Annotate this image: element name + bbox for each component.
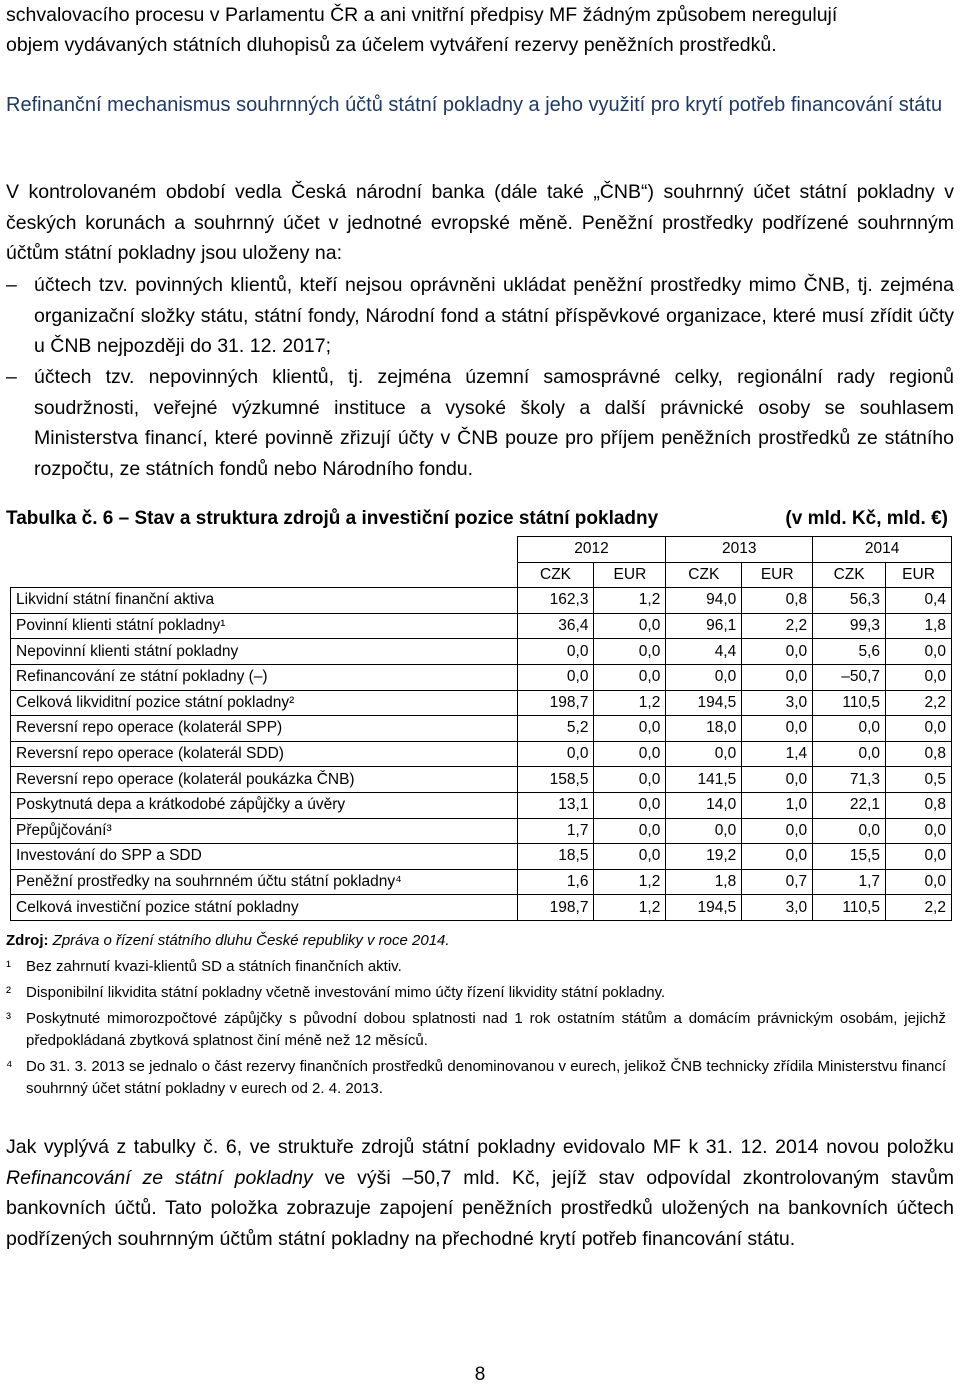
table-cell: 5,6 <box>813 639 886 665</box>
table-year-header: 2012 <box>517 537 666 563</box>
source-note <box>6 930 450 952</box>
table-cell: 0,0 <box>594 716 666 742</box>
footnote-mark: ¹ <box>6 958 11 975</box>
table-cell: 0,7 <box>742 869 813 895</box>
table-row <box>11 767 952 793</box>
table-cell: 0,0 <box>742 818 813 844</box>
table-cell: 0,0 <box>666 818 742 844</box>
table-cell: 110,5 <box>813 895 886 921</box>
table-title-number: 6 <box>102 508 114 529</box>
table-row <box>11 895 952 921</box>
table-cell: 1,7 <box>517 818 594 844</box>
table-cell: 94,0 <box>666 588 742 614</box>
table-cell: 162,3 <box>517 588 594 614</box>
footnote-text: Poskytnuté mimorozpočtové zápůjčky s původní dobou splatnosti nad 1 rok ostatním státům a domácím právnickým osobám, jejichž předpokládaná zbytková splatnost činí méně než 12 měsíců. <box>26 1010 946 1049</box>
source-text: Zpráva o řízení státního dluhu České republiky v roce 2014. <box>52 932 450 949</box>
footnote-text: Do 31. 3. 2013 se jednalo o část rezervy finančních prostředků denominovanou v eurech, jelikož ČNB technicky zřídila Ministerstvu financí souhrnný účet státní pokladny v eurech od 2. 4. 2013. <box>26 1058 946 1097</box>
table-cell: 0,0 <box>666 664 742 690</box>
table-cell: 0,4 <box>886 588 952 614</box>
page-number: 8 <box>474 1364 486 1385</box>
table-cell: 2,2 <box>886 690 952 716</box>
paragraph-conclusion <box>6 1132 954 1254</box>
table-unit: (v mld. Kč, mld. €) <box>785 508 948 529</box>
table-cell: 99,3 <box>813 613 886 639</box>
table-cell: 3,0 <box>742 690 813 716</box>
table-title-prefix: Tabulka č. <box>6 508 98 529</box>
footnote-mark: ² <box>6 984 11 1001</box>
table-cell: 110,5 <box>813 690 886 716</box>
table-title <box>6 505 954 533</box>
table-corner <box>11 562 518 588</box>
table-cell: 0,0 <box>886 664 952 690</box>
table-cell: 0,0 <box>742 767 813 793</box>
table-cell: 0,8 <box>886 741 952 767</box>
table-cell: 0,8 <box>886 792 952 818</box>
table-row <box>11 844 952 870</box>
footnote-mark: ³ <box>6 1010 11 1027</box>
source-label: Zdroj: <box>6 932 49 949</box>
table-row-label: Reversní repo operace (kolaterál poukázka ČNB) <box>11 767 518 793</box>
table-row-label: Likvidní státní finanční aktiva <box>11 588 518 614</box>
table-cell: 0,0 <box>742 639 813 665</box>
footnote-mark: ⁴ <box>6 1058 13 1075</box>
table-row <box>11 664 952 690</box>
table-cell: 198,7 <box>517 895 594 921</box>
paragraph-conclusion-start: Jak vyplývá z tabulky č. 6, ve struktuře zdrojů státní pokladny evidovalo MF k 31. 12. 2014 novou položku <box>6 1136 954 1158</box>
table-cell: 0,0 <box>594 639 666 665</box>
dash-bullet: – <box>6 366 17 388</box>
table-cell: 15,5 <box>813 844 886 870</box>
table-cell: 0,0 <box>886 639 952 665</box>
table-currency-header: CZK <box>517 562 594 588</box>
table-cell: 0,0 <box>666 741 742 767</box>
section-heading: Refinanční mechanismus souhrnných účtů státní pokladny a jeho využití pro krytí potřeb financování státu <box>6 94 943 116</box>
table-row <box>11 716 952 742</box>
paragraph-intro: V kontrolovaném období vedla Česká národní banka (dále také „ČNB“) souhrnný účet státní pokladny v českých korunách a souhrnný účet v jednotné evropské měně. Peněžní prostředky podřízené souhrnným účtům státní pokladny jsou uloženy na: <box>6 181 954 264</box>
table-cell: 158,5 <box>517 767 594 793</box>
table-cell: 0,0 <box>594 818 666 844</box>
table-cell: 0,0 <box>886 844 952 870</box>
table-currency-header: EUR <box>594 562 666 588</box>
table-cell: 18,5 <box>517 844 594 870</box>
table-row-label: Investování do SPP a SDD <box>11 844 518 870</box>
table-cell: 2,2 <box>886 895 952 921</box>
table-cell: 0,8 <box>742 588 813 614</box>
table-cell: 0,0 <box>813 716 886 742</box>
table-cell: 0,0 <box>886 869 952 895</box>
table-cell: 1,0 <box>742 792 813 818</box>
table-row <box>11 818 952 844</box>
table-row-label: Peněžní prostředky na souhrnném účtu státní pokladny⁴ <box>11 869 518 895</box>
table-cell: 36,4 <box>517 613 594 639</box>
table-row-label: Přepůjčování³ <box>11 818 518 844</box>
table-cell: 2,2 <box>742 613 813 639</box>
table-corner <box>11 537 518 563</box>
table-header-currencies <box>11 562 952 588</box>
table-cell: 1,2 <box>594 588 666 614</box>
table-cell: 0,0 <box>886 818 952 844</box>
paragraph-conclusion-end: ve výši –50,7 mld. Kč, jejíž stav odpovídal zkontrolovaným stavům bankovních účtů. Tato položka zobrazuje zapojení peněžních prostředků uložených na bankovních účtech podřízených souhrnným účtům státní pokladny na přechodné krytí potřeb financování státu. <box>6 1166 954 1250</box>
table-currency-header: CZK <box>813 562 886 588</box>
dash-bullet: – <box>6 274 17 296</box>
table-cell: 0,0 <box>594 741 666 767</box>
table-title-text: – Stav a struktura zdrojů a investiční pozice státní pokladny <box>118 508 659 529</box>
table-row <box>11 741 952 767</box>
table-row <box>11 588 952 614</box>
table-cell: 4,4 <box>666 639 742 665</box>
table-row <box>11 639 952 665</box>
dash-item-text: účtech tzv. povinných klientů, kteří nejsou oprávněni ukládat peněžní prostředky mimo ČNB, tj. zejména organizační složky státu, státní fondy, Národní fond a státní příspěvkové organizace, které musí zřídit účty u ČNB nejpozději do 31. 12. 2017; <box>34 274 954 357</box>
table-cell: 198,7 <box>517 690 594 716</box>
paragraph-conclusion-term: Refinancování ze státní pokladny <box>6 1166 313 1189</box>
table-row-label: Celková investiční pozice státní pokladny <box>11 895 518 921</box>
table-cell: 0,0 <box>742 844 813 870</box>
table-cell: 96,1 <box>666 613 742 639</box>
table-currency-header: EUR <box>886 562 952 588</box>
table-cell: 0,0 <box>517 664 594 690</box>
table-row-label: Nepovinní klienti státní pokladny <box>11 639 518 665</box>
table-cell: 19,2 <box>666 844 742 870</box>
table-cell: 13,1 <box>517 792 594 818</box>
table-row <box>11 613 952 639</box>
table-cell: 0,0 <box>813 741 886 767</box>
table-cell: 0,0 <box>813 818 886 844</box>
table-cell: 22,1 <box>813 792 886 818</box>
table-row-label: Reversní repo operace (kolaterál SPP) <box>11 716 518 742</box>
table-row <box>11 869 952 895</box>
table-year-header: 2013 <box>666 537 813 563</box>
table-cell: 0,0 <box>517 741 594 767</box>
table-cell: 1,2 <box>594 895 666 921</box>
table-cell: 0,0 <box>594 792 666 818</box>
table-cell: 1,2 <box>594 690 666 716</box>
table-cell: 1,7 <box>813 869 886 895</box>
data-table <box>10 536 952 921</box>
table-cell: 1,8 <box>886 613 952 639</box>
table-cell: 1,4 <box>742 741 813 767</box>
table-cell: 0,0 <box>517 639 594 665</box>
intro-line-2: objem vydávaných státních dluhopisů za účelem vytváření rezervy peněžních prostředků. <box>6 34 777 56</box>
table-cell: 0,5 <box>886 767 952 793</box>
table-year-header: 2014 <box>813 537 952 563</box>
dash-item-text: účtech tzv. nepovinných klientů, tj. zejména územní samosprávné celky, regionální rady regionů soudržnosti, veřejné výzkumné instituce a vysoké školy a další právnické osoby se souhlasem Ministerstva financí, které povinně zřizují účty v ČNB pouze pro příjem peněžních prostředků ze státního rozpočtu, ze státních fondů nebo Národního fondu. <box>34 366 954 480</box>
table-cell: –50,7 <box>813 664 886 690</box>
table-cell: 194,5 <box>666 895 742 921</box>
table-row-label: Povinní klienti státní pokladny¹ <box>11 613 518 639</box>
table-row-label: Poskytnutá depa a krátkodobé zápůjčky a úvěry <box>11 792 518 818</box>
table-row-label: Reversní repo operace (kolaterál SDD) <box>11 741 518 767</box>
table-cell: 0,0 <box>742 716 813 742</box>
footnote-text: Bez zahrnutí kvazi-klientů SD a státních finančních aktiv. <box>26 958 402 975</box>
table-row <box>11 690 952 716</box>
table-cell: 0,0 <box>594 664 666 690</box>
table-currency-header: CZK <box>666 562 742 588</box>
table-currency-header: EUR <box>742 562 813 588</box>
table-cell: 0,0 <box>594 613 666 639</box>
table-cell: 0,0 <box>886 716 952 742</box>
table-row-label: Refinancování ze státní pokladny (–) <box>11 664 518 690</box>
table-cell: 141,5 <box>666 767 742 793</box>
footnote-text: Disponibilní likvidita státní pokladny včetně investování mimo účty řízení likvidity státní pokladny. <box>26 984 666 1001</box>
table-cell: 0,0 <box>594 767 666 793</box>
table-cell: 1,2 <box>594 869 666 895</box>
table-cell: 56,3 <box>813 588 886 614</box>
table-cell: 14,0 <box>666 792 742 818</box>
table-header-years <box>11 537 952 563</box>
table-row <box>11 792 952 818</box>
table-cell: 18,0 <box>666 716 742 742</box>
table-row-label: Celková likviditní pozice státní pokladny² <box>11 690 518 716</box>
intro-line-1: schvalovacího procesu v Parlamentu ČR a ani vnitřní předpisy MF žádným způsobem neregulují <box>6 4 838 26</box>
table-cell: 71,3 <box>813 767 886 793</box>
table-cell: 194,5 <box>666 690 742 716</box>
table-cell: 0,0 <box>594 844 666 870</box>
table-cell: 3,0 <box>742 895 813 921</box>
table-cell: 1,6 <box>517 869 594 895</box>
table-cell: 5,2 <box>517 716 594 742</box>
table-body <box>11 537 952 921</box>
table-cell: 1,8 <box>666 869 742 895</box>
table-cell: 0,0 <box>742 664 813 690</box>
